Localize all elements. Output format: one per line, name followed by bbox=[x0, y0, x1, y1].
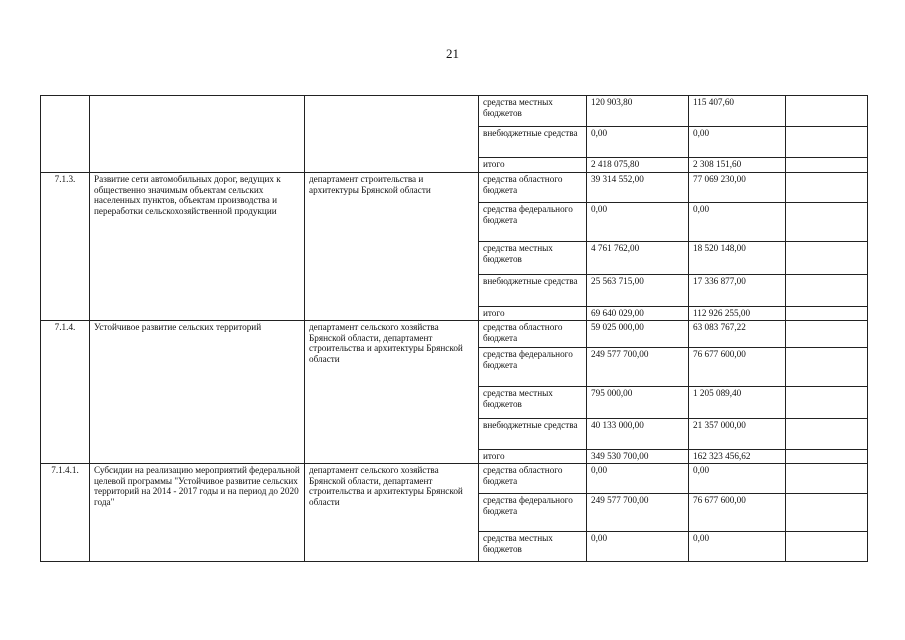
item-department: департамент строительства и архитектуры Брянской области bbox=[305, 173, 479, 321]
value-cell: 349 530 700,00 bbox=[587, 450, 689, 464]
item-name: Субсидии на реализацию мероприятий федеральной целевой программы "Устойчивое развитие сельских территорий на 2014 - 2017 годы и на период до 2020 года" bbox=[90, 464, 305, 562]
value-cell: 21 357 000,00 bbox=[689, 419, 786, 450]
page-number: 21 bbox=[446, 46, 459, 61]
empty-cell bbox=[786, 419, 868, 450]
empty-cell bbox=[786, 464, 868, 494]
value-cell: 76 677 600,00 bbox=[689, 494, 786, 532]
value-cell: 249 577 700,00 bbox=[587, 348, 689, 387]
value-cell: 77 069 230,00 bbox=[689, 173, 786, 203]
funding-source: внебюджетные средства bbox=[479, 419, 587, 450]
table-row bbox=[41, 464, 868, 494]
name-cell bbox=[90, 96, 305, 173]
value-cell: 0,00 bbox=[587, 127, 689, 158]
empty-cell bbox=[786, 242, 868, 275]
funding-source: средства областного бюджета bbox=[479, 321, 587, 348]
empty-cell bbox=[786, 158, 868, 173]
funding-source: итого bbox=[479, 307, 587, 321]
value-cell: 40 133 000,00 bbox=[587, 419, 689, 450]
value-cell: 18 520 148,00 bbox=[689, 242, 786, 275]
empty-cell bbox=[786, 96, 868, 127]
value-cell: 0,00 bbox=[689, 464, 786, 494]
empty-cell bbox=[786, 127, 868, 158]
value-cell: 2 418 075,80 bbox=[587, 158, 689, 173]
value-cell: 59 025 000,00 bbox=[587, 321, 689, 348]
funding-source: итого bbox=[479, 450, 587, 464]
value-cell: 1 205 089,40 bbox=[689, 387, 786, 419]
empty-cell bbox=[786, 203, 868, 242]
empty-cell bbox=[786, 387, 868, 419]
dept-cell bbox=[305, 96, 479, 173]
value-cell: 4 761 762,00 bbox=[587, 242, 689, 275]
value-cell: 0,00 bbox=[689, 532, 786, 562]
value-cell: 162 323 456,62 bbox=[689, 450, 786, 464]
empty-cell bbox=[786, 275, 868, 307]
funding-source: внебюджетные средства bbox=[479, 127, 587, 158]
funding-source: итого bbox=[479, 158, 587, 173]
item-number: 7.1.4. bbox=[41, 321, 90, 464]
value-cell: 795 000,00 bbox=[587, 387, 689, 419]
funding-source: средства местных бюджетов bbox=[479, 387, 587, 419]
table-row bbox=[41, 173, 868, 203]
item-name: Развитие сети автомобильных дорог, ведущих к общественно значимым объектам сельских населенных пунктов, объектам производства и переработки сельскохозяйственной продукции bbox=[90, 173, 305, 321]
value-cell: 63 083 767,22 bbox=[689, 321, 786, 348]
value-cell: 0,00 bbox=[689, 203, 786, 242]
empty-cell bbox=[786, 348, 868, 387]
funding-source: средства областного бюджета bbox=[479, 173, 587, 203]
funding-source: средства местных бюджетов bbox=[479, 96, 587, 127]
value-cell: 112 926 255,00 bbox=[689, 307, 786, 321]
funding-source: средства федерального бюджета bbox=[479, 348, 587, 387]
funding-source: средства федерального бюджета bbox=[479, 494, 587, 532]
value-cell: 2 308 151,60 bbox=[689, 158, 786, 173]
empty-cell bbox=[786, 532, 868, 562]
funding-source: средства федерального бюджета bbox=[479, 203, 587, 242]
empty-cell bbox=[786, 173, 868, 203]
table-row bbox=[41, 321, 868, 348]
value-cell: 17 336 877,00 bbox=[689, 275, 786, 307]
item-department: департамент сельского хозяйства Брянской области, департамент строительства и архитектуры Брянской области bbox=[305, 464, 479, 562]
funding-source: внебюджетные средства bbox=[479, 275, 587, 307]
item-name: Устойчивое развитие сельских территорий bbox=[90, 321, 305, 464]
empty-cell bbox=[786, 321, 868, 348]
value-cell: 76 677 600,00 bbox=[689, 348, 786, 387]
item-number: 7.1.4.1. bbox=[41, 464, 90, 562]
value-cell: 249 577 700,00 bbox=[587, 494, 689, 532]
table-row bbox=[41, 96, 868, 127]
value-cell: 115 407,60 bbox=[689, 96, 786, 127]
value-cell: 69 640 029,00 bbox=[587, 307, 689, 321]
item-department: департамент сельского хозяйства Брянской области, департамент строительства и архитектуры Брянской области bbox=[305, 321, 479, 464]
value-cell: 39 314 552,00 bbox=[587, 173, 689, 203]
empty-cell bbox=[786, 307, 868, 321]
funding-source: средства областного бюджета bbox=[479, 464, 587, 494]
funding-source: средства местных бюджетов bbox=[479, 242, 587, 275]
value-cell: 0,00 bbox=[587, 532, 689, 562]
value-cell: 0,00 bbox=[587, 464, 689, 494]
empty-cell bbox=[786, 450, 868, 464]
item-number: 7.1.3. bbox=[41, 173, 90, 321]
value-cell: 25 563 715,00 bbox=[587, 275, 689, 307]
num-cell bbox=[41, 96, 90, 173]
value-cell: 0,00 bbox=[689, 127, 786, 158]
funding-source: средства местных бюджетов bbox=[479, 532, 587, 562]
value-cell: 120 903,80 bbox=[587, 96, 689, 127]
value-cell: 0,00 bbox=[587, 203, 689, 242]
empty-cell bbox=[786, 494, 868, 532]
budget-table bbox=[40, 95, 868, 562]
